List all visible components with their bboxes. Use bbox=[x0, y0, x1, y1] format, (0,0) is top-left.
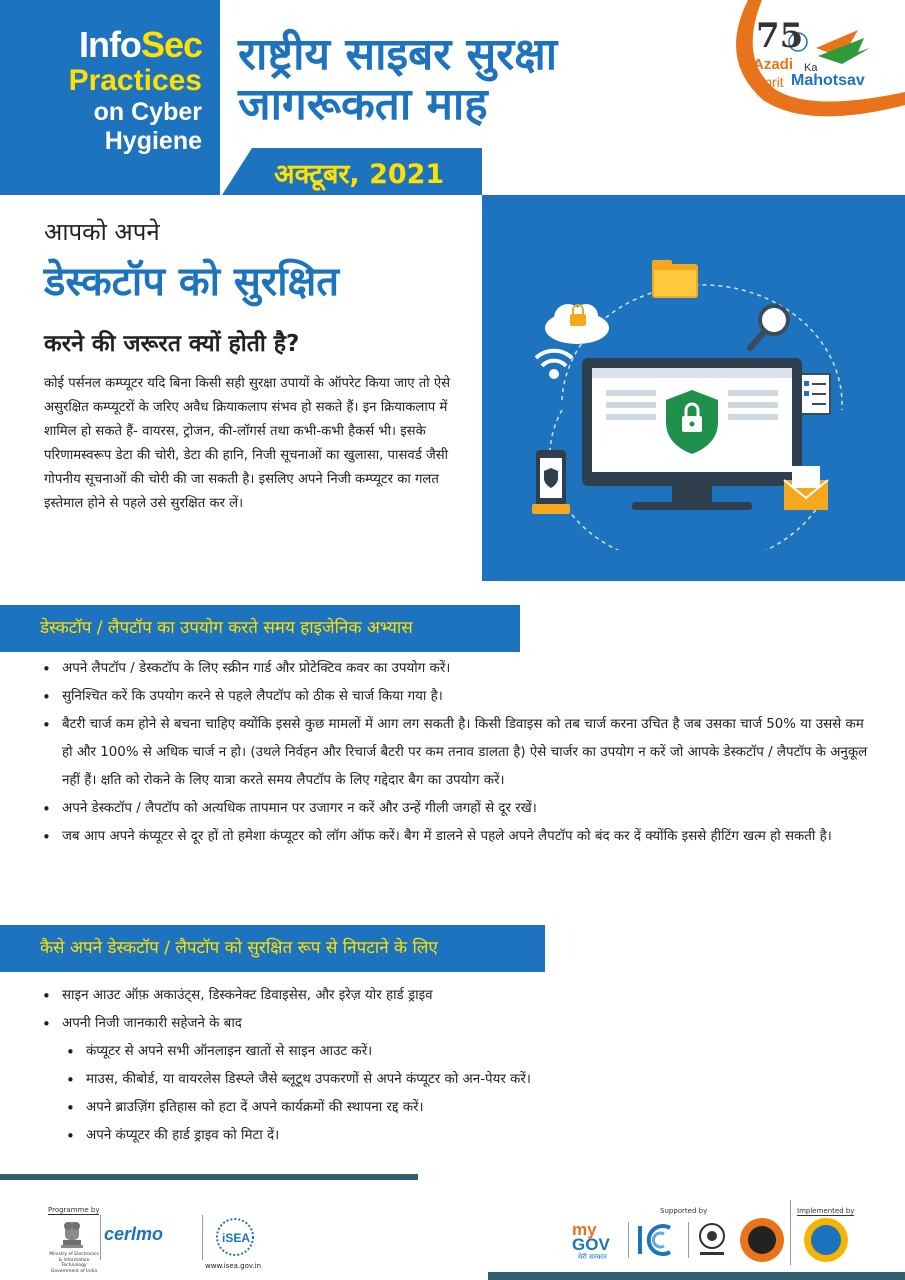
brand-hygiene: Hygiene bbox=[104, 127, 202, 155]
list-item: • साइन आउट ऑफ़ अकाउंट्स, डिस्कनेक्ट डिवाइसेस, और इरेज़ योर हार्ड ड्राइव bbox=[40, 982, 840, 1010]
intro-heading-question: करने की जरूरत क्यों होती है? bbox=[44, 331, 300, 357]
programme-by-label: Programme by bbox=[48, 1206, 100, 1214]
folder-icon bbox=[652, 260, 698, 298]
sub-list-item: • कंप्यूटर से अपने सभी ऑनलाइन खातों से साइन आउट करें। bbox=[64, 1038, 840, 1066]
isea-url[interactable]: www.isea.gov.in bbox=[205, 1262, 262, 1270]
mygov-tagline: मेरी सरकार bbox=[578, 1253, 607, 1261]
isea-logo-icon bbox=[210, 1216, 260, 1258]
intro-heading-big: डेस्कटॉप को सुरक्षित bbox=[44, 259, 340, 305]
list-item: • बैटरी चार्ज कम होने से बचना चाहिए क्योंकि इससे कुछ मामलों में आग लग सकती है। किसी डिवाइस को तब चार्ज करना उचित है जब उसका चार्ज 50% या उससे कम हो और 100% से अधिक चार्ज न हो। (उथले निर्वहन और रिचार्ज बैटरी पर कम तनाव डालता है) ऐसे चार्जर का उपयोग न करें जो आपके डेस्कटॉप / लैपटॉप के अनुकूल नहीं हैं। क्षति को रोकने के लिए यात्रा करते समय लैपटॉप के लिए गद्देदार बैग का उपयोग करें। bbox=[40, 711, 870, 795]
page-title bbox=[238, 30, 557, 130]
list-item: • जब आप अपने कंप्यूटर से दूर हों तो हमेशा कंप्यूटर को लॉग ऑफ करें। बैग में डालने से पहले अपने लैपटॉप को बंद कर दें क्योंकि इससे हीटिंग खत्म हो सकती है। bbox=[40, 823, 870, 851]
cyber-surakshit-logo-icon bbox=[694, 1218, 730, 1262]
cerlmo-logo: cerlmo bbox=[104, 1224, 164, 1244]
secure-desktop-illustration bbox=[522, 250, 872, 550]
mygov-logo: my GOV bbox=[572, 1220, 610, 1254]
cdac-logo-icon bbox=[804, 1218, 848, 1262]
list-item: • सुनिश्चित करें कि उपयोग करने से पहले लैपटॉप को ठीक से चार्ज किया गया है। bbox=[40, 683, 870, 711]
supported-by-label: Supported by bbox=[660, 1207, 708, 1215]
cyber-jaagrookta-logo-icon bbox=[740, 1218, 784, 1262]
list-item: • अपने डेस्कटॉप / लैपटॉप को अत्यधिक तापमान पर उजागर न करें और उन्हें गीली जगहों से दूर रखें। bbox=[40, 795, 870, 823]
title-line-2: जागरूकता माह bbox=[238, 79, 488, 130]
intro-heading-small: आपको अपने bbox=[44, 218, 160, 246]
checklist-icon bbox=[800, 374, 830, 414]
ministry-label: Ministry of Electronics & Information Technology Government of India bbox=[49, 1252, 99, 1274]
ic-logo-icon bbox=[634, 1220, 682, 1260]
tricolor-arc-icon bbox=[718, 0, 905, 118]
date-tab bbox=[222, 148, 482, 195]
title-line-1: राष्ट्रीय साइबर सुरक्षा bbox=[238, 29, 558, 80]
hygienic-practices-list bbox=[40, 655, 870, 851]
footer-bottom-bar bbox=[488, 1272, 905, 1280]
list-item: • अपनी निजी जानकारी सहेजने के बाद bbox=[40, 1010, 840, 1038]
footer-divider bbox=[0, 1174, 418, 1180]
cloud-lock-icon bbox=[545, 304, 609, 344]
section-safe-disposal-heading: कैसे अपने डेस्कटॉप / लैपटॉप को सुरक्षित रूप से निपटाने के लिए bbox=[0, 925, 545, 972]
brand-infosec: InfoSec bbox=[78, 24, 202, 65]
sub-list-item: • अपने ब्राउज़िंग इतिहास को हटा दें अपने कार्यक्रमों की स्थापना रद्द करें। bbox=[64, 1094, 840, 1122]
magnifier-icon bbox=[750, 306, 788, 348]
safe-disposal-list bbox=[40, 982, 840, 1150]
list-item: • अपने लैपटॉप / डेस्कटॉप के लिए स्क्रीन गार्ड और प्रोटेक्टिव कवर का उपयोग करें। bbox=[40, 655, 870, 683]
brand-on-cyber: on Cyber bbox=[93, 98, 202, 126]
intro-paragraph: कोई पर्सनल कम्प्यूटर यदि बिना किसी सही सुरक्षा उपायों के ऑपरेट किया जाए तो ऐसे असुरक्षित कम्प्यूटरों के जरिए अवैध क्रियाकलाप संभव हो सकते हैं। इन क्रियाकलाप में शामिल हो सकते हैं- वायरस, ट्रोजन, की-लॉगर्स तथा कभी-कभी हैकर्स भी। इसके परिणामस्वरूप डेटा की चोरी, डेटा की हानि, निजी सूचनाओं का खुलासा, पासवर्ड जैसी गोपनीय सूचनाओं की चोरी की जा सकती है। इसलिए अपने निजी कम्प्यूटर का गलत इस्तेमाल होने से पहले उसे सुरक्षित कर लें। bbox=[44, 376, 451, 511]
implemented-by-label: Implemented by bbox=[797, 1207, 855, 1215]
infosec-brand-box bbox=[0, 0, 220, 195]
brand-practices: Practices bbox=[68, 64, 202, 97]
smartphone-lock-icon bbox=[532, 450, 570, 514]
date-label: अक्टूबर, 2021 bbox=[274, 159, 445, 190]
section-hygienic-practices-heading: डेस्कटॉप / लैपटॉप का उपयोग करते समय हाइजेनिक अभ्यास bbox=[0, 605, 520, 652]
sub-list-item: • अपने कंप्यूटर की हार्ड ड्राइव को मिटा दें। bbox=[64, 1122, 840, 1150]
azadi-ka-amrit-mahotsav-logo: 75 Azadi Ka Amrit Mahotsav bbox=[718, 0, 905, 118]
sub-list-item: • माउस, कीबोर्ड, या वायरलेस डिस्प्ले जैसे ब्लूटूथ उपकरणों से अपने कंप्यूटर को अन-पेयर करें। bbox=[64, 1066, 840, 1094]
svg-text:iSEA: iSEA bbox=[222, 1231, 251, 1245]
